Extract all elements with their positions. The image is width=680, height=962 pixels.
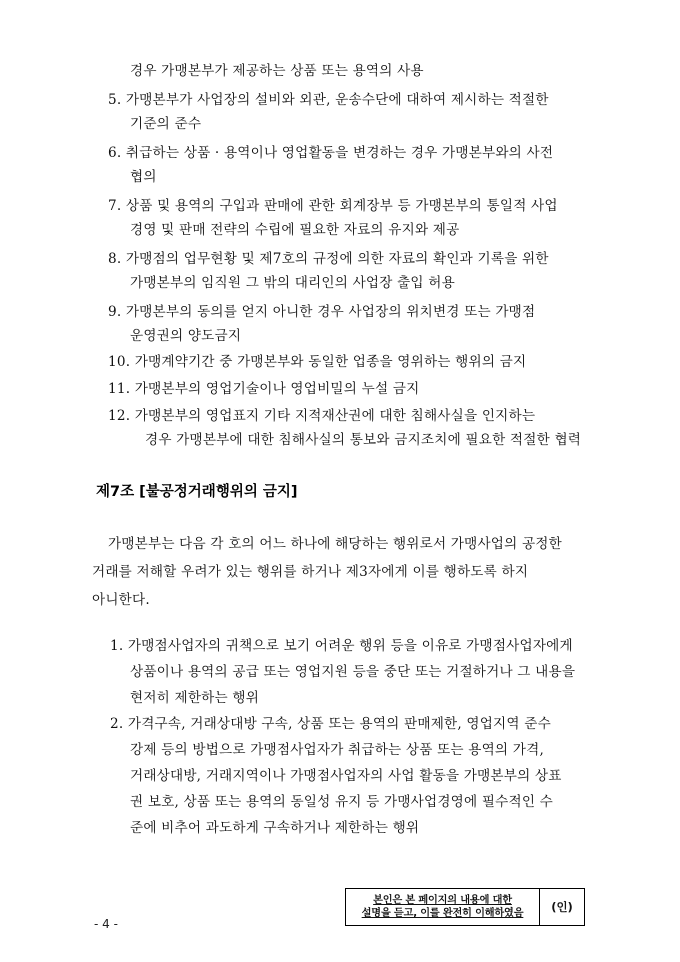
intro-line: 아니한다. (92, 592, 150, 608)
bottom-items-item-line: 2. 가격구속, 거래상대방 구속, 상품 또는 용역의 판매제한, 영업지역 준수 (110, 716, 551, 732)
confirmation-line-2: 설명을 듣고, 이를 완전히 이해하였음 (361, 908, 524, 919)
bottom-items-item-line: 거래상대방, 거래지역이나 가맹점사업자의 사업 활동을 가맹본부의 상표 (130, 768, 562, 784)
top-items-item-line: 5. 가맹본부가 사업장의 설비와 외관, 운송수단에 대하여 제시하는 적절한 (108, 92, 549, 108)
top-items-item-line: 12. 가맹본부의 영업표지 기타 지적재산권에 대한 침해사실을 인지하는 (108, 408, 536, 424)
bottom-items-item-line: 1. 가맹점사업자의 귀책으로 보기 어려운 행위 등을 이유로 가맹점사업자에게 (110, 638, 573, 654)
confirmation-statement (346, 889, 540, 925)
top-items-item-line: 기준의 준수 (130, 116, 202, 132)
bottom-items-item-line: 준에 비추어 과도하게 구속하거나 제한하는 행위 (130, 820, 420, 836)
page-number: - 4 - (94, 917, 118, 931)
confirmation-line-1: 본인은 본 페이지의 내용에 대한 (373, 895, 512, 906)
bottom-items-item-line: 권 보호, 상품 또는 용역의 동일성 유지 등 가맹사업경영에 필수적인 수 (130, 794, 554, 810)
top-items-item-line: 협의 (130, 169, 157, 185)
intro-line: 가맹본부는 다음 각 호의 어느 하나에 해당하는 행위로서 가맹사업의 공정한 (108, 536, 562, 552)
top-items-item-line: 경영 및 판매 전략의 수립에 필요한 자료의 유지와 제공 (130, 222, 460, 238)
top-items-item-line: 8. 가맹점의 업무현황 및 제7호의 규정에 의한 자료의 확인과 기록을 위한 (108, 251, 549, 267)
top-items-item-line: 9. 가맹본부의 동의를 얻지 아니한 경우 사업장의 위치변경 또는 가맹점 (108, 304, 536, 320)
top-items-item-line: 경우 가맹본부가 제공하는 상품 또는 용역의 사용 (130, 63, 424, 79)
bottom-items-item-line: 현저히 제한하는 행위 (130, 690, 260, 706)
bottom-items-item-line: 강제 등의 방법으로 가맹점사업자가 취급하는 상품 또는 용역의 가격, (130, 742, 544, 758)
intro-line: 거래를 저해할 우려가 있는 행위를 하거나 제3자에게 이를 행하도록 하지 (92, 564, 529, 580)
confirmation-box (345, 888, 585, 926)
top-items-item-line: 7. 상품 및 용역의 구입과 판매에 관한 회계장부 등 가맹본부의 통일적 사업 (108, 198, 558, 214)
seal-field[interactable]: (인) (551, 900, 573, 914)
top-items-item-line: 6. 취급하는 상품 · 용역이나 영업활동을 변경하는 경우 가맹본부와의 사전 (108, 145, 554, 161)
top-items-item-line: 경우 가맹본부에 대한 침해사실의 통보와 금지조치에 필요한 적절한 협력 (145, 432, 582, 448)
top-items-item-line: 운영권의 양도금지 (130, 328, 242, 344)
bottom-items-item-line: 상품이나 용역의 공급 또는 영업지원 등을 중단 또는 거절하거나 그 내용을 (130, 664, 576, 680)
top-items-item-line: 가맹본부의 임직원 그 밖의 대리인의 사업장 출입 허용 (130, 275, 455, 291)
top-items-item-line: 11. 가맹본부의 영업기술이나 영업비밀의 누설 금지 (108, 381, 420, 397)
top-items-item-line: 10. 가맹계약기간 중 가맹본부와 동일한 업종을 영위하는 행위의 금지 (108, 354, 527, 370)
article-heading: 제7조 [불공정거래행위의 금지] (96, 484, 298, 500)
